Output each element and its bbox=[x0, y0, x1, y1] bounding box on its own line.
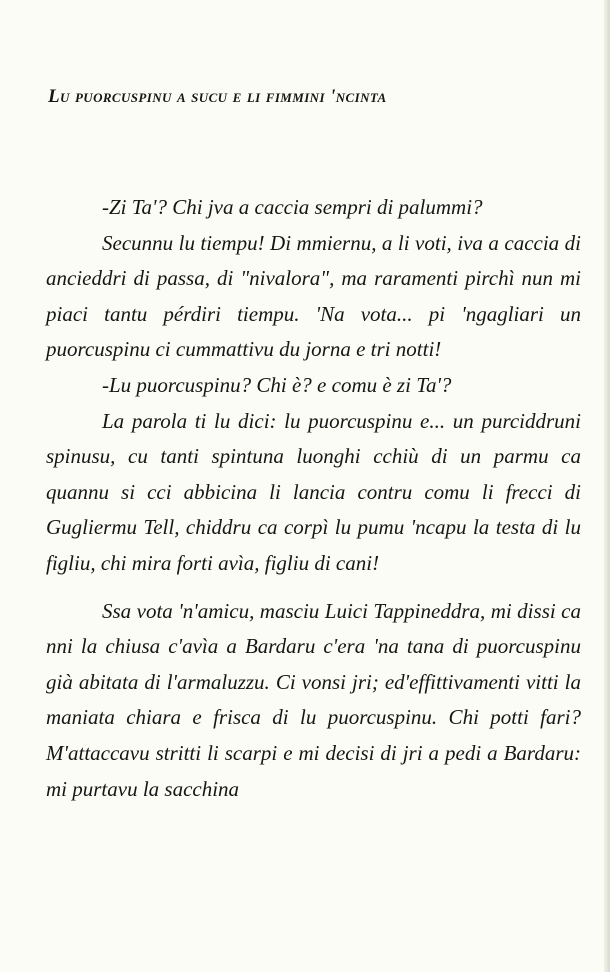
chapter-title: Lu puorcuspinu a sucu e li fimmini 'ncinta bbox=[48, 86, 387, 107]
paragraph-2: Secunnu lu tiempu! Di mmiernu, a li voti, iva a caccia di ancieddri di passa, di "nivalora", ma raramenti pirchì nun mi piaci tantu pérdiri tiempu. 'Na vota... pi 'ngagliari un puorcuspinu ci cummattivu du jorna e tri notti! bbox=[46, 230, 581, 362]
page-edge bbox=[604, 0, 610, 972]
body-text bbox=[46, 190, 581, 807]
paragraph-3: -Lu puorcuspinu? Chi è? e comu è zi Ta'? bbox=[102, 372, 452, 397]
paragraph-5: Ssa vota 'n'amicu, masciu Luici Tappineddra, mi dissi ca nni la chiusa c'avìa a Bardaru c'era 'na tana di puorcuspinu già abitata di l'armaluzzu. Ci vonsi jri; ed'effittivamenti vitti la maniata chiara e frisca di lu puorcuspinu. Chi potti fari? M'attaccavu stritti li scarpi e mi decisi di jri a pedi a Bardaru: mi purtavu la sacchina bbox=[46, 598, 581, 801]
paragraph-4: La parola ti lu dici: lu puorcuspinu e... un purciddruni spinusu, cu tanti spintuna luonghi cchiù di un parmu ca quannu si cci abbicina li lancia contru comu li frecci di Gugliermu Tell, chiddru ca corpì lu pumu 'ncapu la testa di lu figliu, chi mira forti avìa, figliu di cani! bbox=[46, 408, 581, 575]
paragraph-1: -Zi Ta'? Chi jva a caccia sempri di palummi? bbox=[102, 195, 483, 219]
